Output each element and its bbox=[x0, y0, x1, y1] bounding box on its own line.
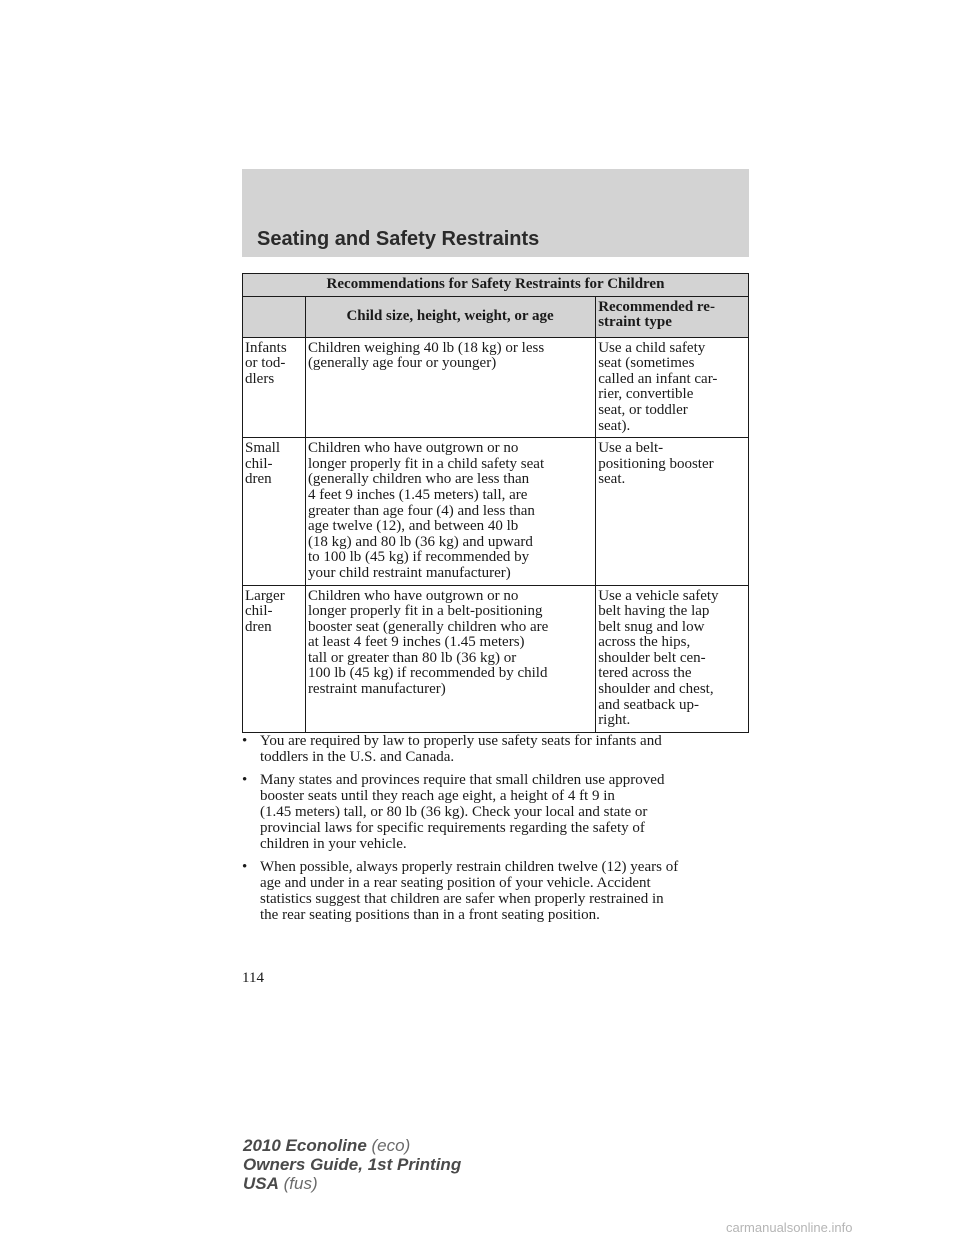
table-row bbox=[243, 337, 749, 438]
table-row bbox=[243, 438, 749, 585]
bullet-text: You are required by law to properly use safety seats for infants and toddlers in the U.S. and Canada. bbox=[260, 733, 662, 765]
page-number: 114 bbox=[242, 970, 264, 986]
row-size: Children who have outgrown or no longer properly fit in a child safety seat (generally children who are less than 4 feet 9 inches (1.45 meters) tall, are greater than age four (4) and less than age twelve (12), and between 40 lb (18 kg) and 80 lb (36 kg) and upward to 100 lb (45 kg) if recommended by your child restraint manufacturer) bbox=[305, 438, 595, 585]
footer-line-1 bbox=[243, 1136, 461, 1155]
row-size: Children who have outgrown or no longer properly fit in a belt-positioning booster seat (generally children who are at least 4 feet 9 inches (1.45 meters) tall or greater than 80 lb (36 kg) or 100 lb (45 kg) if recommended by child restraint manufacturer) bbox=[305, 585, 595, 732]
list-item bbox=[242, 859, 749, 923]
list-item bbox=[242, 772, 749, 852]
footer-region-code: (fus) bbox=[283, 1174, 318, 1193]
table-row bbox=[243, 585, 749, 732]
table-header-row bbox=[243, 296, 749, 337]
table-title: Recommendations for Safety Restraints for Children bbox=[243, 274, 749, 297]
bullet-icon: • bbox=[242, 733, 248, 749]
footer-model-code: (eco) bbox=[371, 1136, 411, 1155]
bullet-text: Many states and provinces require that small children use approved booster seats until they reach age eight, a height of 4 ft 9 in (1.45 meters) tall, or 80 lb (36 kg). Check your local and state or provincial laws for specific requirements regarding the safety of children in your vehicle. bbox=[260, 772, 665, 852]
bullet-list bbox=[242, 733, 749, 930]
watermark[interactable]: carmanualsonline.info bbox=[726, 1220, 853, 1235]
footer-printing: Owners Guide, 1st Printing bbox=[243, 1155, 462, 1174]
row-restraint: Use a child safety seat (sometimes called an infant car- rier, convertible seat, or toddler seat). bbox=[596, 337, 749, 438]
footer-line-2 bbox=[243, 1155, 461, 1174]
row-category: Small chil- dren bbox=[243, 438, 306, 585]
row-size: Children weighing 40 lb (18 kg) or less (generally age four or younger) bbox=[305, 337, 595, 438]
list-item bbox=[242, 733, 749, 765]
column-header-category bbox=[243, 296, 306, 337]
footer bbox=[243, 1136, 461, 1193]
row-restraint: Use a vehicle safety belt having the lap belt snug and low across the hips, shoulder belt cen- tered across the shoulder and chest, and seatback up- right. bbox=[596, 585, 749, 732]
bullet-icon: • bbox=[242, 772, 248, 788]
recommendations-table bbox=[242, 273, 749, 733]
row-category: Larger chil- dren bbox=[243, 585, 306, 732]
column-header-size: Child size, height, weight, or age bbox=[305, 296, 595, 337]
bullet-text: When possible, always properly restrain children twelve (12) years of age and under in a rear seating position of your vehicle. Accident statistics suggest that children are safer when properly restrained in the rear seating positions than in a front seating position. bbox=[260, 859, 679, 923]
footer-region: USA bbox=[243, 1174, 279, 1193]
section-title: Seating and Safety Restraints bbox=[257, 228, 540, 250]
bullet-icon: • bbox=[242, 859, 248, 875]
footer-line-3 bbox=[243, 1174, 461, 1193]
row-restraint: Use a belt- positioning booster seat. bbox=[596, 438, 749, 585]
table-title-row bbox=[243, 274, 749, 297]
column-header-restraint: Recommended re- straint type bbox=[596, 296, 749, 337]
row-category: Infants or tod- dlers bbox=[243, 337, 306, 438]
footer-model: 2010 Econoline bbox=[243, 1136, 367, 1155]
